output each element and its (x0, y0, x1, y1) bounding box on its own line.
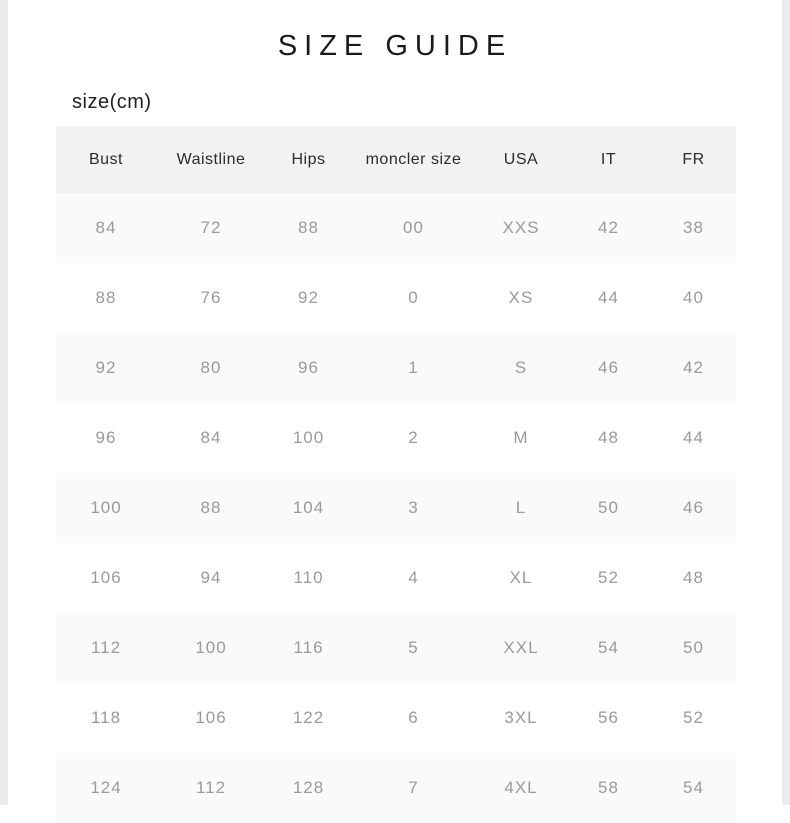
cell-waistline: 88 (200, 498, 222, 517)
cell-hips: 96 (298, 358, 319, 377)
cell-bust: 124 (90, 778, 122, 797)
column-header-fr: FR (651, 126, 736, 193)
column-header-it: IT (566, 126, 651, 193)
cell-waistline: 106 (195, 708, 227, 727)
cell-hips: 92 (298, 288, 319, 307)
cell-hips: 116 (293, 638, 324, 657)
cell-usa: 3XL (504, 708, 538, 727)
cell-it: 48 (598, 428, 619, 447)
cell-it: 56 (598, 708, 619, 727)
cell-bust: 118 (90, 708, 122, 727)
cell-hips: 100 (292, 428, 325, 447)
cell-moncler-size: 3 (408, 498, 419, 517)
table-row (56, 403, 736, 473)
cell-fr: 52 (683, 708, 704, 727)
column-header-hips: Hips (266, 126, 351, 193)
column-header-waistline: Waistline (156, 126, 266, 193)
cell-waistline: 80 (200, 358, 222, 377)
cell-bust: 112 (90, 638, 122, 657)
table-body (56, 193, 736, 823)
cell-bust: 96 (95, 428, 117, 447)
cell-fr: 42 (683, 358, 704, 377)
cell-waistline: 112 (195, 778, 227, 797)
cell-fr: 38 (683, 218, 704, 237)
cell-usa: XS (508, 288, 534, 307)
cell-moncler-size: 00 (403, 218, 424, 237)
cell-fr: 48 (683, 568, 704, 587)
cell-usa: 4XL (504, 778, 538, 797)
cell-it: 46 (598, 358, 619, 377)
size-table (56, 126, 736, 823)
cell-it: 42 (598, 218, 619, 237)
cell-it: 54 (598, 638, 619, 657)
cell-bust: 84 (95, 218, 117, 237)
cell-fr: 44 (683, 428, 704, 447)
cell-bust: 106 (90, 568, 122, 587)
cell-hips: 88 (298, 218, 319, 237)
cell-it: 44 (598, 288, 619, 307)
cell-moncler-size: 0 (408, 288, 419, 307)
table-row (56, 753, 736, 823)
cell-bust: 92 (95, 358, 117, 377)
table-row (56, 333, 736, 403)
cell-moncler-size: 2 (408, 428, 419, 447)
cell-waistline: 100 (195, 638, 227, 657)
table-row (56, 473, 736, 543)
cell-it: 52 (598, 568, 619, 587)
cell-fr: 54 (683, 778, 704, 797)
right-edge-strip (782, 0, 790, 805)
cell-usa: XL (509, 568, 533, 587)
cell-waistline: 84 (200, 428, 222, 447)
cell-hips: 128 (292, 778, 325, 797)
unit-label: size(cm) (72, 91, 152, 113)
table-row (56, 613, 736, 683)
cell-fr: 46 (683, 498, 704, 517)
column-header-usa: USA (476, 126, 566, 193)
cell-it: 58 (598, 778, 619, 797)
table-row (56, 263, 736, 333)
cell-usa: XXS (502, 218, 540, 237)
cell-bust: 88 (95, 288, 117, 307)
cell-usa: S (514, 358, 528, 377)
page-title: SIZE GUIDE (277, 30, 513, 62)
left-edge-strip (0, 0, 8, 805)
table-row (56, 683, 736, 753)
cell-usa: M (513, 428, 529, 447)
cell-waistline: 94 (200, 568, 222, 587)
column-header-moncler-size: moncler size (351, 126, 476, 193)
cell-hips: 122 (292, 708, 325, 727)
cell-fr: 50 (683, 638, 704, 657)
cell-waistline: 72 (200, 218, 222, 237)
size-table-wrapper (56, 126, 736, 823)
cell-usa: L (515, 498, 527, 517)
cell-moncler-size: 4 (408, 568, 419, 587)
table-header-row (56, 126, 736, 193)
cell-waistline: 76 (200, 288, 222, 307)
cell-usa: XXL (503, 638, 539, 657)
cell-moncler-size: 5 (408, 638, 419, 657)
cell-hips: 110 (293, 568, 324, 587)
cell-fr: 40 (683, 288, 704, 307)
column-header-bust: Bust (56, 126, 156, 193)
table-row (56, 193, 736, 263)
cell-it: 50 (598, 498, 619, 517)
cell-hips: 104 (292, 498, 325, 517)
table-row (56, 543, 736, 613)
cell-moncler-size: 6 (408, 708, 419, 727)
cell-moncler-size: 7 (408, 778, 419, 797)
table-header (56, 126, 736, 193)
cell-bust: 100 (90, 498, 122, 517)
cell-moncler-size: 1 (408, 358, 419, 377)
